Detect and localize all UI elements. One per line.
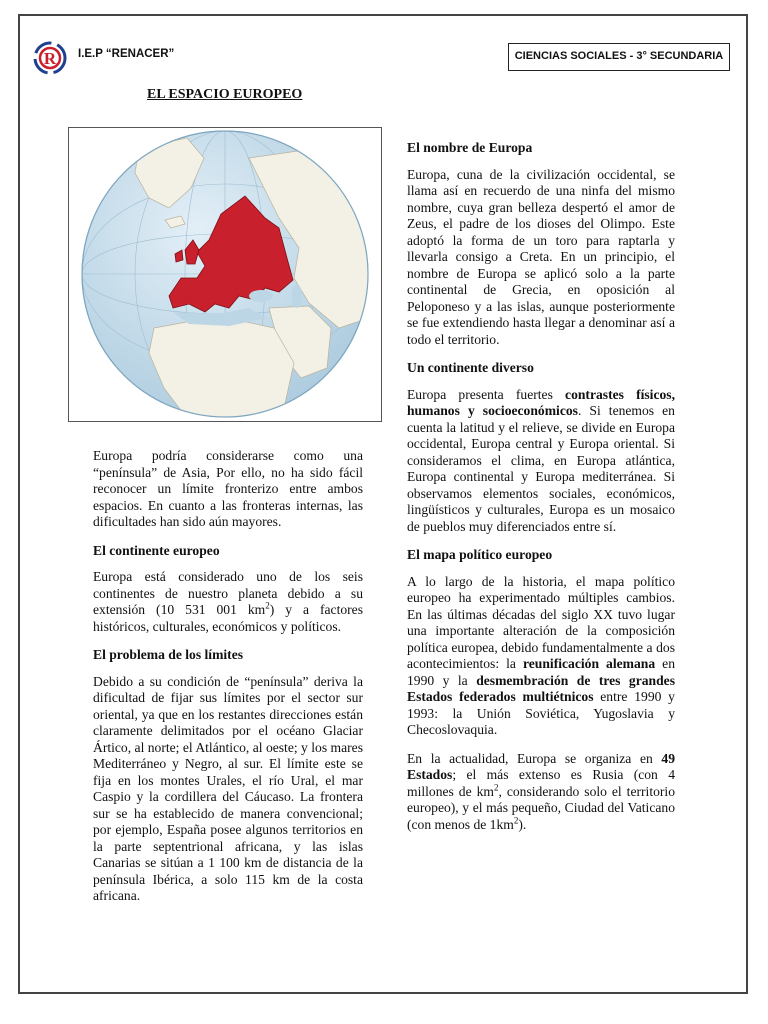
school-logo [30, 40, 70, 76]
left-column [93, 448, 363, 917]
europe-globe-map [68, 127, 382, 422]
school-name: I.E.P “RENACER” [78, 48, 175, 60]
black-sea [249, 290, 273, 302]
actualidad-paragraph: En la actualidad, Europa se organiza en 49 Estados; el más extenso es Rusia (con 4 millones de $km^2$, considerando solo el territorio europeo), y el más pequeño, Ciudad del Vaticano (con menos de $1km^2$). [407, 750, 675, 832]
svg-text:R: R [43, 49, 57, 68]
intro-paragraph: Europa podría considerarse como una “península” de Asia, Por ello, no ha sido fácil reconocer un límite fronterizo entre ambos espacios. En cuanto a las fronteras internas, las dificultades han sido aún mayores. [93, 448, 363, 529]
diverso-paragraph: Europa presenta fuertes contrastes físicos, humanos y socioeconómicos. Si tenemos en cuenta la latitud y el relieve, se divide en Europa occidental, Europa central y Europa oriental. Si consideramos el clima, en Europa atlántica, Europa continental y Europa mediterránea. Si observamos elementos sociales, económicos, lingüísticos y culturales, Europa es un mosaico de pueblos muy diferenciados entre sí. [407, 386, 675, 534]
nombre-paragraph: Europa, cuna de la civilización occidental, se llama así en recuerdo de una ninfa del mismo nombre, cuya gran belleza despertó el amor de Zeus, el padre de los dioses del Olimpo. Este adoptó la forma de un toro para raptarla y llevarla consigo a Creta. En un principio, el nombre de Europa se aplicó solo a la parte continental de Grecia, en oposición al Peloponeso y a las islas, aunque posteriormente se fue extendiendo hasta llegar a denominar así a todo el territorio. [407, 166, 675, 347]
subject-label: CIENCIAS SOCIALES - 3° SECUNDARIA [508, 43, 730, 71]
right-column [407, 140, 675, 845]
limites-paragraph: Debido a su condición de “península” deriva la dificultad de fijar sus límites por el sector sur oriental, ya que en los restantes direcciones están claramente delimitados por el océano Glaciar Ártico, al norte; el Atlántico, al oeste; y los mares Mediterráneo y Negro, al sur. El límite este se fija en los montes Urales, el río Ural, el mar Caspio y la cordillera del Cáucaso. La frontera sur se ha establecido de manera convencional; por ejemplo, España posee algunos territorios en la parte septentrional africana, y las islas Canarias se sitúan a 1 100 km de distancia de la península Ibérica, a solo 115 km de la costa africana. [93, 673, 363, 903]
continente-heading: El continente europeo [93, 542, 220, 558]
diverso-heading: Un continente diverso [407, 360, 534, 375]
politico-heading: El mapa político europeo [407, 547, 553, 562]
page-title: EL ESPACIO EUROPEO [147, 87, 303, 102]
limites-heading: El problema de los límites [93, 647, 244, 662]
continente-paragraph: Europa está considerado uno de los seis continentes de nuestro planeta debido a su extensión (10 531 001 $km^2$) y a factores históricos, culturales, económicos y políticos. [93, 569, 363, 634]
caspian-sea [292, 284, 302, 308]
politico-paragraph: A lo largo de la historia, el mapa político europeo ha experimentado múltiples cambios. En las últimas décadas del siglo XX tuvo lugar una importante alteración de la composición política europea, debido fundamentalmente a dos acontecimientos: la reunificación alemana en 1990 y la desmembración de tres grandes Estados federados multiétnicos entre 1990 y 1993: la Unión Soviética, Yugoslavia y Checoslovaquia. [407, 573, 675, 737]
nombre-heading: El nombre de Europa [407, 140, 533, 155]
